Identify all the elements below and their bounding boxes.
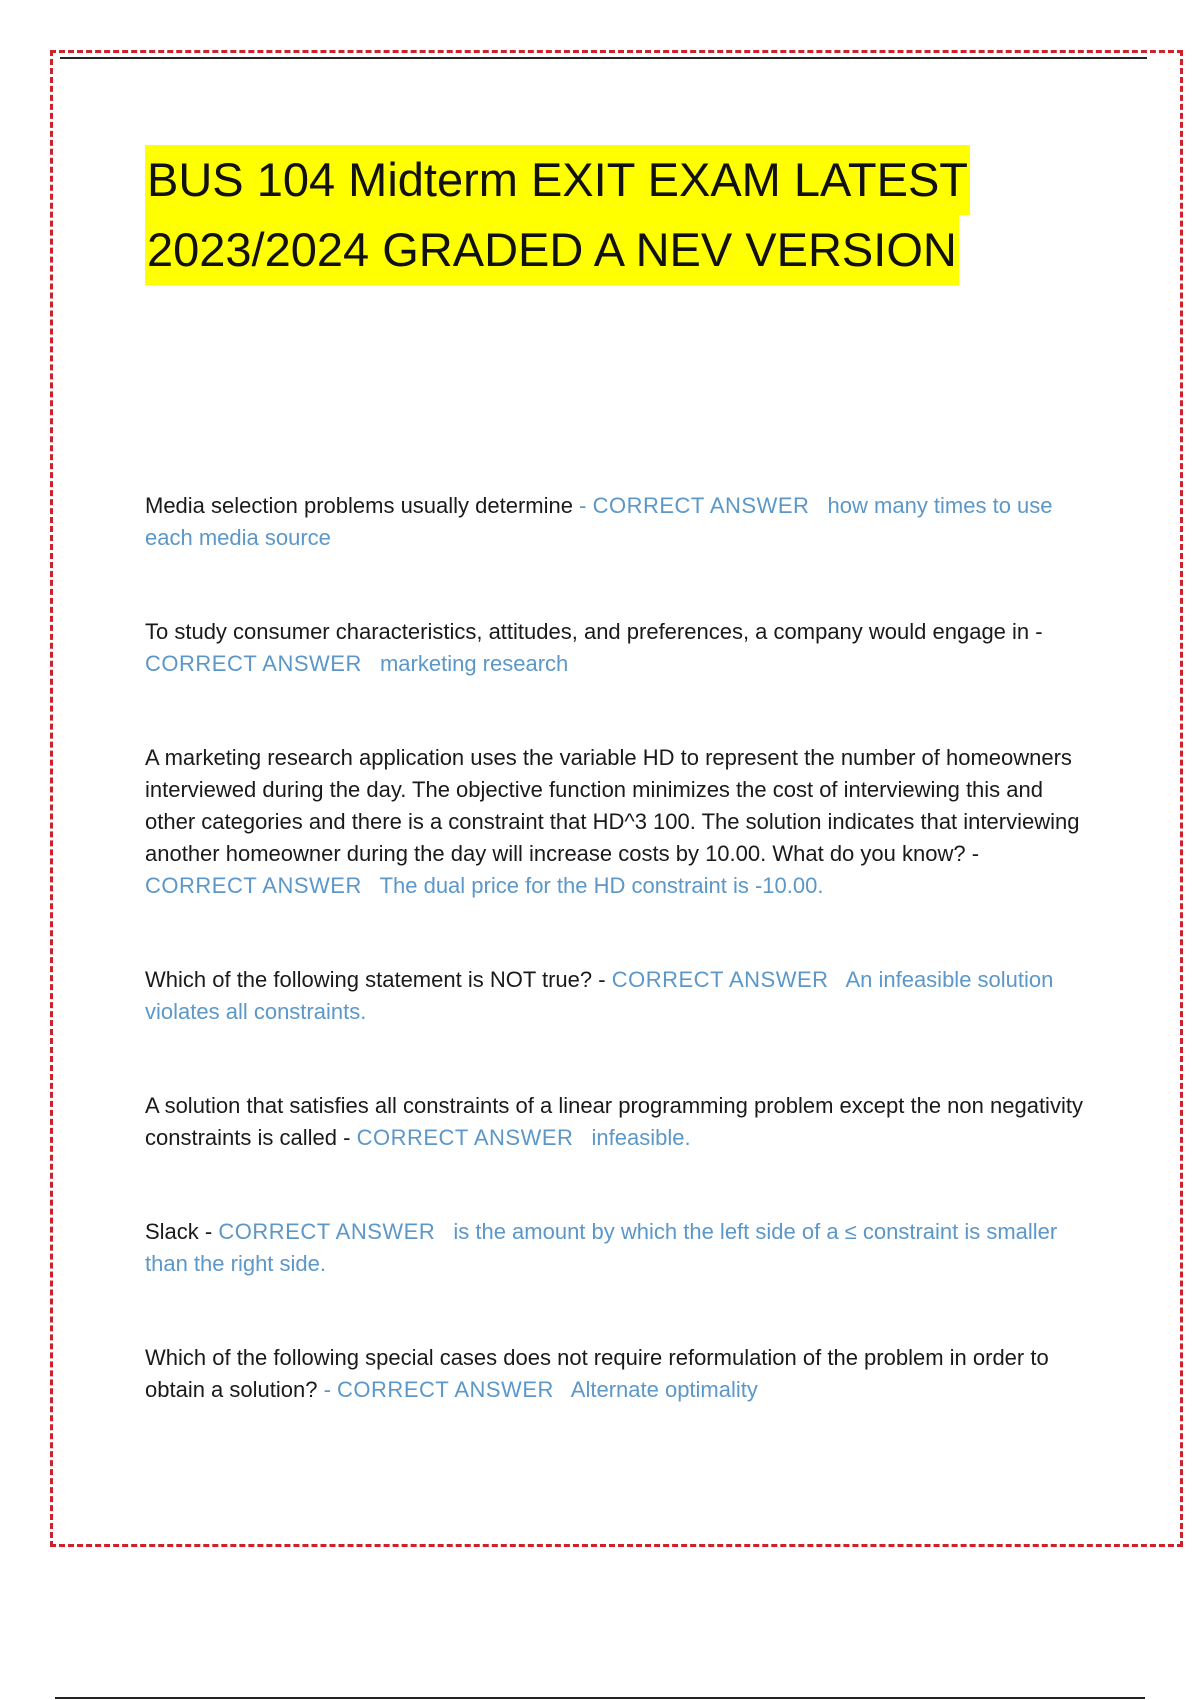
- correct-answer-label: CORRECT ANSWER: [611, 967, 829, 992]
- title-line-1: BUS 104 Midterm EXIT EXAM LATEST: [145, 145, 970, 215]
- question-text: Slack: [145, 1219, 199, 1244]
- answer-text: marketing research: [379, 651, 569, 676]
- qa-item: [145, 616, 1085, 680]
- separator: -: [971, 841, 980, 866]
- correct-answer-label: CORRECT ANSWER: [592, 493, 810, 518]
- title-line-2: 2023/2024 GRADED A NEV VERSION: [145, 215, 959, 285]
- separator: -: [343, 1125, 351, 1150]
- qa-item: [145, 490, 1085, 554]
- question-text: To study consumer characteristics, attitudes, and preferences, a company would engage in: [145, 619, 1030, 644]
- question-text: Media selection problems usually determine: [145, 493, 573, 518]
- qa-item: [145, 964, 1085, 1028]
- question-text: Which of the following statement is NOT true?: [145, 967, 593, 992]
- qa-item: [145, 1216, 1085, 1280]
- correct-answer-label: CORRECT ANSWER: [356, 1125, 574, 1150]
- question-text: A solution that satisfies all constraints of a linear programming problem except the non negativity constraints is called: [145, 1093, 1083, 1150]
- correct-answer-label: CORRECT ANSWER: [337, 1377, 554, 1402]
- answer-text: Alternate optimality: [570, 1377, 758, 1402]
- answer-text: how many times to use each media source: [145, 493, 1053, 550]
- document-title: [145, 145, 1045, 285]
- answer-text: The dual price for the HD constraint is -10.00.: [379, 873, 824, 898]
- separator: -: [579, 493, 587, 518]
- separator: -: [1035, 619, 1043, 644]
- separator: -: [323, 1377, 331, 1402]
- qa-item: [145, 1342, 1085, 1406]
- separator: -: [204, 1219, 213, 1244]
- answer-text: An infeasible solution violates all constraints.: [145, 967, 1054, 1024]
- correct-answer-label: CORRECT ANSWER: [145, 873, 362, 898]
- answer-text: infeasible.: [591, 1125, 691, 1150]
- correct-answer-label: CORRECT ANSWER: [218, 1219, 436, 1244]
- question-text: A marketing research application uses the variable HD to represent the number of homeowners interviewed during the day. The objective function minimizes the cost of interviewing this and other categories and there is a constraint that HD^3 100. The solution indicates that interviewing another homeowner during the day will increase costs by 10.00. What do you know?: [145, 745, 1080, 866]
- separator: -: [598, 967, 606, 992]
- qa-item: [145, 1090, 1085, 1154]
- correct-answer-label: CORRECT ANSWER: [145, 651, 362, 676]
- bottom-rule: [55, 1697, 1145, 1699]
- qa-list: [145, 490, 1085, 1468]
- answer-text: is the amount by which the left side of a ≤ constraint is smaller than the right side.: [145, 1219, 1058, 1276]
- qa-item: [145, 742, 1085, 902]
- top-rule: [60, 57, 1147, 59]
- question-text: Which of the following special cases does not require reformulation of the problem in order to obtain a solution?: [145, 1345, 1049, 1402]
